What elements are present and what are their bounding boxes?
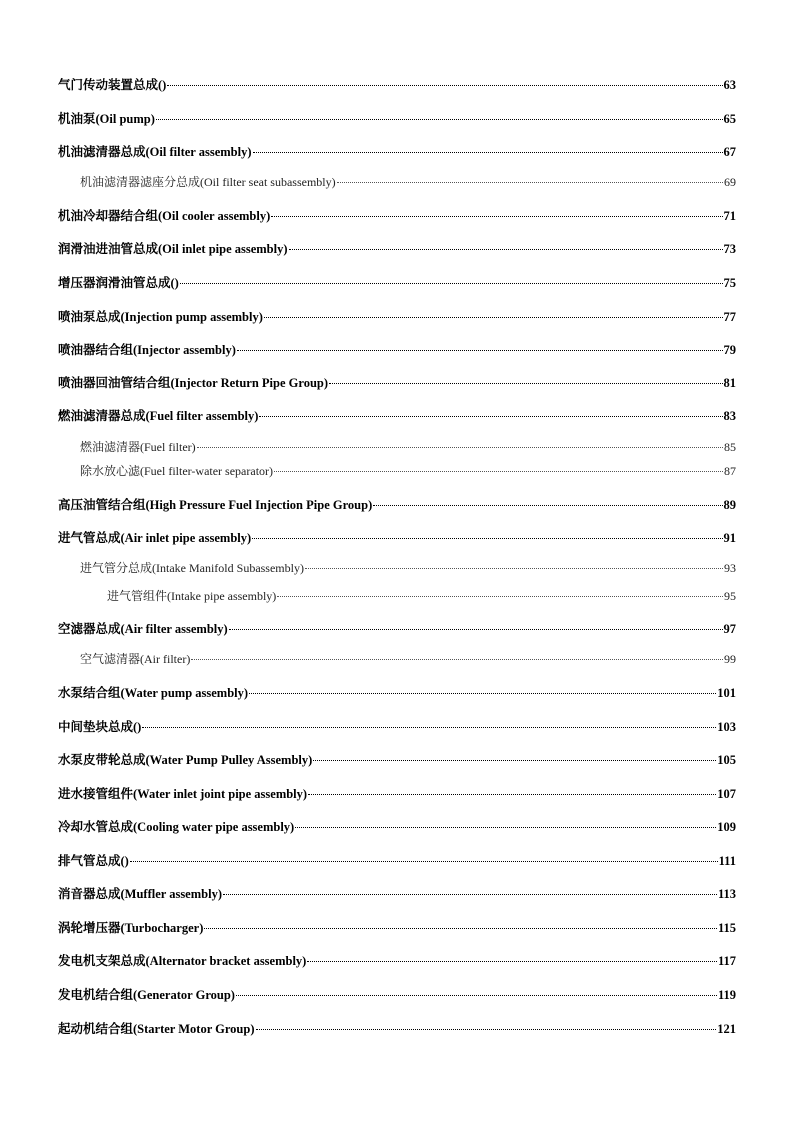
toc-entry[interactable] [58,620,736,638]
toc-entry-page: 103 [717,720,736,734]
toc-dot-leader [277,596,723,597]
toc-dot-leader [223,894,717,895]
toc-entry[interactable] [80,462,736,480]
toc-dot-leader [130,861,718,862]
toc-dot-leader [252,538,722,539]
toc-entry-page: 73 [723,242,736,256]
toc-entry[interactable] [58,274,736,292]
toc-dot-leader [295,827,716,828]
toc-entry-page: 75 [723,276,736,290]
toc-entry-title: 高压油管结合组(High Pressure Fuel Injection Pipe Group) [58,498,373,512]
toc-entry-title: 排气管总成() [58,854,129,868]
toc-entry[interactable] [107,587,736,605]
toc-dot-leader [142,727,716,728]
toc-entry[interactable] [58,852,736,870]
toc-dot-leader [167,85,722,86]
toc-entry[interactable] [80,173,736,191]
toc-entry-title: 进气管总成(Air inlet pipe assembly) [58,531,252,545]
toc-dot-leader [156,119,723,120]
toc-entry-title: 起动机结合组(Starter Motor Group) [58,1022,255,1036]
toc-dot-leader [329,383,722,384]
toc-entry-title: 空气滤清器(Air filter) [80,652,191,666]
toc-entry-title: 水泵结合组(Water pump assembly) [58,686,249,700]
toc-entry[interactable] [80,650,736,668]
toc-entry-title: 机油冷却器结合组(Oil cooler assembly) [58,209,271,223]
toc-entry[interactable] [58,885,736,903]
toc-entry-page: 83 [723,409,736,423]
toc-entry[interactable] [58,529,736,547]
toc-entry-page: 99 [724,652,736,666]
toc-entry[interactable] [80,438,736,456]
toc-entry-title: 增压器润滑油管总成() [58,276,179,290]
toc-entry-page: 87 [724,464,736,478]
toc-entry-title: 燃油滤清器总成(Fuel filter assembly) [58,409,259,423]
toc-entry[interactable] [58,952,736,970]
toc-entry-title: 进水接管组件(Water inlet joint pipe assembly) [58,787,308,801]
toc-entry-page: 79 [723,343,736,357]
toc-dot-leader [271,216,722,217]
toc-entry-page: 121 [717,1022,736,1036]
toc-dot-leader [305,568,723,569]
toc-entry-page: 93 [724,561,736,575]
toc-entry[interactable] [58,496,736,514]
toc-entry-page: 69 [724,175,736,189]
toc-dot-leader [197,447,723,448]
toc-dot-leader [264,317,723,318]
toc-entry[interactable] [58,785,736,803]
toc-entry-title: 气门传动装置总成() [58,78,167,92]
toc-entry[interactable] [58,407,736,425]
toc-entry-title: 机油滤清器滤座分总成(Oil filter seat subassembly) [80,175,336,189]
toc-entry[interactable] [58,986,736,1004]
toc-entry[interactable] [58,308,736,326]
toc-entry-title: 润滑油进油管总成(Oil inlet pipe assembly) [58,242,288,256]
toc-entry[interactable] [58,143,736,161]
toc-entry-page: 81 [723,376,736,390]
toc-entry-title: 空滤器总成(Air filter assembly) [58,622,228,636]
toc-entry-page: 109 [717,820,736,834]
toc-entry-page: 91 [723,531,736,545]
toc-entry-title: 喷油器回油管结合组(Injector Return Pipe Group) [58,376,329,390]
toc-entry-page: 117 [717,954,736,968]
toc-entry-title: 冷却水管总成(Cooling water pipe assembly) [58,820,295,834]
toc-entry-page: 107 [717,787,736,801]
toc-entry-title: 机油泵(Oil pump) [58,112,155,126]
toc-entry-title: 进气管组件(Intake pipe assembly) [107,589,277,603]
toc-entry[interactable] [58,684,736,702]
toc-dot-leader [307,961,717,962]
toc-entry-title: 发电机支架总成(Alternator bracket assembly) [58,954,307,968]
toc-entry-title: 涡轮增压器(Turbocharger) [58,921,204,935]
toc-entry[interactable] [58,110,736,128]
toc-dot-leader [237,350,723,351]
toc-entry-page: 65 [723,112,736,126]
toc-entry[interactable] [58,751,736,769]
toc-entry-title: 发电机结合组(Generator Group) [58,988,235,1002]
toc-entry-title: 中间垫块总成() [58,720,142,734]
toc-entry-page: 89 [723,498,736,512]
toc-entry[interactable] [58,718,736,736]
toc-entry-page: 111 [718,854,736,868]
toc-entry-title: 喷油器结合组(Injector assembly) [58,343,236,357]
toc-entry[interactable] [58,919,736,937]
toc-entry-page: 101 [717,686,736,700]
toc-entry-title: 水泵皮带轮总成(Water Pump Pulley Assembly) [58,753,313,767]
toc-entry-title: 喷油泵总成(Injection pump assembly) [58,310,263,324]
toc-entry-title: 除水放心滤(Fuel filter-water separator) [80,464,274,478]
toc-entry[interactable] [58,818,736,836]
toc-entry-page: 77 [723,310,736,324]
toc-dot-leader [204,928,717,929]
toc-entry-page: 85 [724,440,736,454]
toc-dot-leader [337,182,723,183]
toc-dot-leader [373,505,722,506]
toc-dot-leader [308,794,716,795]
toc-entry[interactable] [80,559,736,577]
toc-entry-page: 105 [717,753,736,767]
toc-entry-page: 97 [723,622,736,636]
toc-entry-title: 消音器总成(Muffler assembly) [58,887,222,901]
toc-dot-leader [236,995,717,996]
toc-entry[interactable] [58,207,736,225]
toc-entry[interactable] [58,76,736,94]
toc-entry-page: 119 [717,988,736,1002]
toc-dot-leader [259,416,722,417]
toc-entry-page: 63 [723,78,736,92]
toc-dot-leader [249,693,716,694]
toc-entry-title: 燃油滤清器(Fuel filter) [80,440,196,454]
toc-entry-page: 67 [723,145,736,159]
toc-dot-leader [180,283,723,284]
toc-entry-page: 113 [717,887,736,901]
toc-entry-title: 机油滤清器总成(Oil filter assembly) [58,145,252,159]
toc-entry[interactable] [58,341,736,359]
toc-dot-leader [313,760,716,761]
toc-entry[interactable] [58,240,736,258]
toc-entry-page: 115 [717,921,736,935]
toc-dot-leader [229,629,723,630]
toc-dot-leader [253,152,723,153]
toc-dot-leader [191,659,723,660]
toc-entry[interactable] [58,1020,736,1038]
toc-entry-title: 进气管分总成(Intake Manifold Subassembly) [80,561,304,575]
toc-entry-page: 95 [724,589,736,603]
toc-dot-leader [274,471,723,472]
toc-entry[interactable] [58,374,736,392]
toc-dot-leader [256,1029,717,1030]
toc-dot-leader [289,249,723,250]
toc-entry-page: 71 [723,209,736,223]
